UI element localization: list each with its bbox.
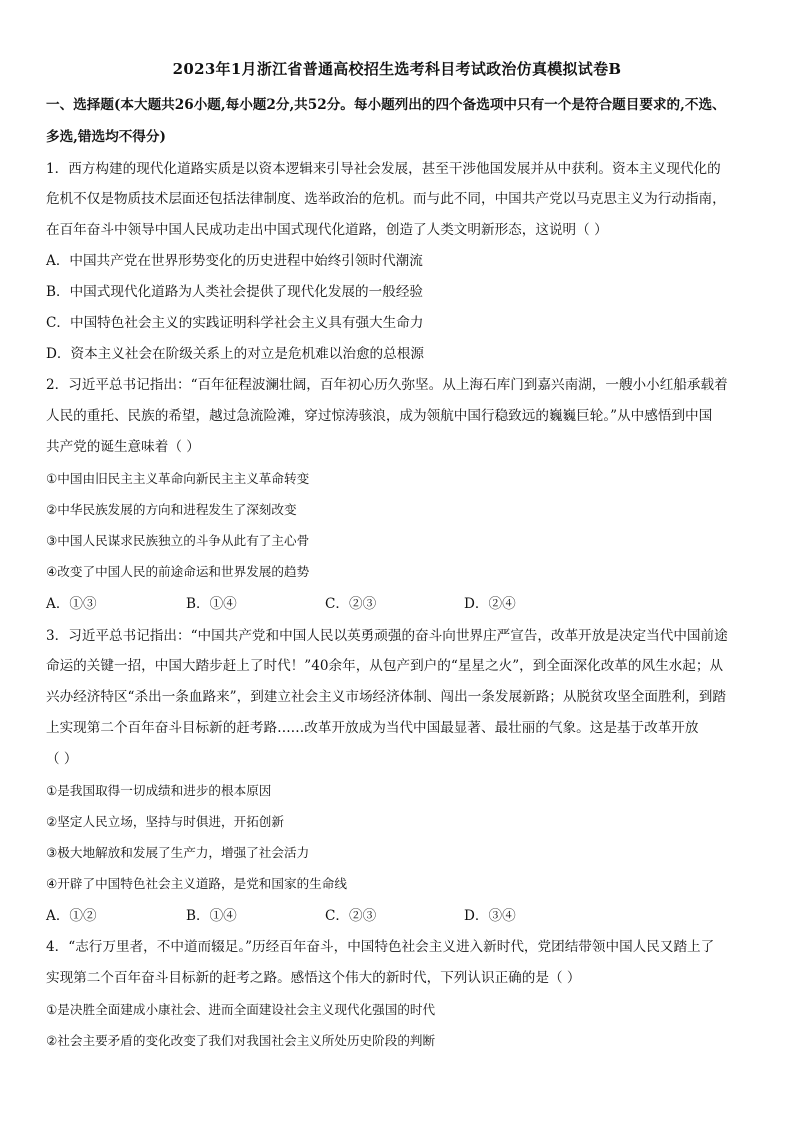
q4-item-2: ②社会主要矛盾的变化改变了我们对我国社会主义所处历史阶段的判断: [46, 1033, 436, 1048]
section-heading-line1: 一、选择题(本大题共26小题,每小题2分,共52分。每小题列出的四个备选项中只有一个是符合题目要求的,不选、: [46, 97, 726, 113]
q1-option-b: B．中国式现代化道路为人类社会提供了现代化发展的一般经验: [46, 284, 424, 300]
q2-choice-c: C．②③: [325, 596, 377, 612]
q3-stem-line5: （ ）: [46, 751, 78, 767]
q3-item-4: ④开辟了中国特色社会主义道路，是党和国家的生命线: [46, 876, 347, 891]
q1-stem-line1: 1．西方构建的现代化道路实质是以资本逻辑来引导社会发展，甚至干涉他国发展并从中获利。资本主义现代化的: [46, 161, 721, 177]
q2-item-2: ②中华民族发展的方向和进程发生了深刻改变: [46, 502, 297, 517]
q3-choice-d: D．③④: [464, 908, 516, 924]
q4-stem-line2: 实现第二个百年奋斗目标新的赶考之路。感悟这个伟大的新时代，下列认识正确的是（ ）: [46, 970, 581, 986]
q2-choice-a: A．①③: [46, 596, 97, 612]
q2-item-4: ④改变了中国人民的前途命运和世界发展的趋势: [46, 564, 310, 579]
q2-stem-line3: 共产党的诞生意味着（ ）: [46, 439, 200, 455]
q2-item-3: ③中国人民谋求民族独立的斗争从此有了主心骨: [46, 533, 310, 548]
exam-title: 2023年1月浙江省普通高校招生选考科目考试政治仿真模拟试卷B: [172, 60, 622, 78]
q2-stem-line1: 2．习近平总书记指出：“百年征程波澜壮阔，百年初心历久弥坚。从上海石库门到嘉兴南湖，一艘小小红船承载着: [46, 377, 728, 393]
q1-option-d: D．资本主义社会在阶级关系上的对立是危机难以治愈的总根源: [46, 346, 424, 362]
section-heading-line2: 多选,错选均不得分): [46, 129, 166, 145]
q1-option-c: C．中国特色社会主义的实践证明科学社会主义具有强大生命力: [46, 315, 424, 331]
q3-item-3: ③极大地解放和发展了生产力，增强了社会活力: [46, 845, 310, 860]
q3-choice-b: B．①④: [186, 908, 237, 924]
q3-stem-line2: 命运的关键一招，中国大踏步赶上了时代！”40余年，从包产到户的“星星之火”，到全面深化改革的风生水起；从: [46, 658, 724, 674]
q2-choice-b: B．①④: [186, 596, 237, 612]
q2-item-1: ①中国由旧民主主义革命向新民主主义革命转变: [46, 471, 310, 486]
q1-option-a: A．中国共产党在世界形势变化的历史进程中始终引领时代潮流: [46, 253, 423, 269]
q3-stem-line3: 兴办经济特区“杀出一条血路来”，到建立社会主义市场经济体制、闯出一条发展新路；从脱贫攻坚全面胜利，到踏: [46, 689, 726, 705]
q2-stem-line2: 人民的重托、民族的希望，越过急流险滩，穿过惊涛骇浪，成为领航中国行稳致远的巍巍巨轮。”从中感悟到中国: [46, 408, 713, 424]
q3-choice-a: A．①②: [46, 908, 97, 924]
q1-stem-line3: 在百年奋斗中领导中国人民成功走出中国式现代化道路，创造了人类文明新形态，这说明（ ）: [46, 222, 608, 238]
q4-stem-line1: 4．“志行万里者，不中道而辍足。”历经百年奋斗，中国特色社会主义进入新时代，党团结带领中国人民又踏上了: [46, 939, 715, 955]
q3-choice-c: C．②③: [325, 908, 377, 924]
q3-item-2: ②坚定人民立场，坚持与时俱进，开拓创新: [46, 814, 284, 829]
q1-stem-line2: 危机不仅是物质技术层面还包括法律制度、选举政治的危机。而与此不同，中国共产党以马克思主义为行动指南，: [46, 191, 726, 207]
q2-choice-d: D．②④: [464, 596, 516, 612]
q3-stem-line4: 上实现第二个百年奋斗目标新的赶考路……改革开放成为当代中国最显著、最壮丽的气象。这是基于改革开放: [46, 720, 699, 736]
q4-item-1: ①是决胜全面建成小康社会、进而全面建设社会主义现代化强国的时代: [46, 1002, 436, 1017]
q3-stem-line1: 3．习近平总书记指出：“中国共产党和中国人民以英勇顽强的奋斗向世界庄严宣告，改革开放是决定当代中国前途: [46, 628, 728, 644]
q3-item-1: ①是我国取得一切成绩和进步的根本原因: [46, 783, 272, 798]
